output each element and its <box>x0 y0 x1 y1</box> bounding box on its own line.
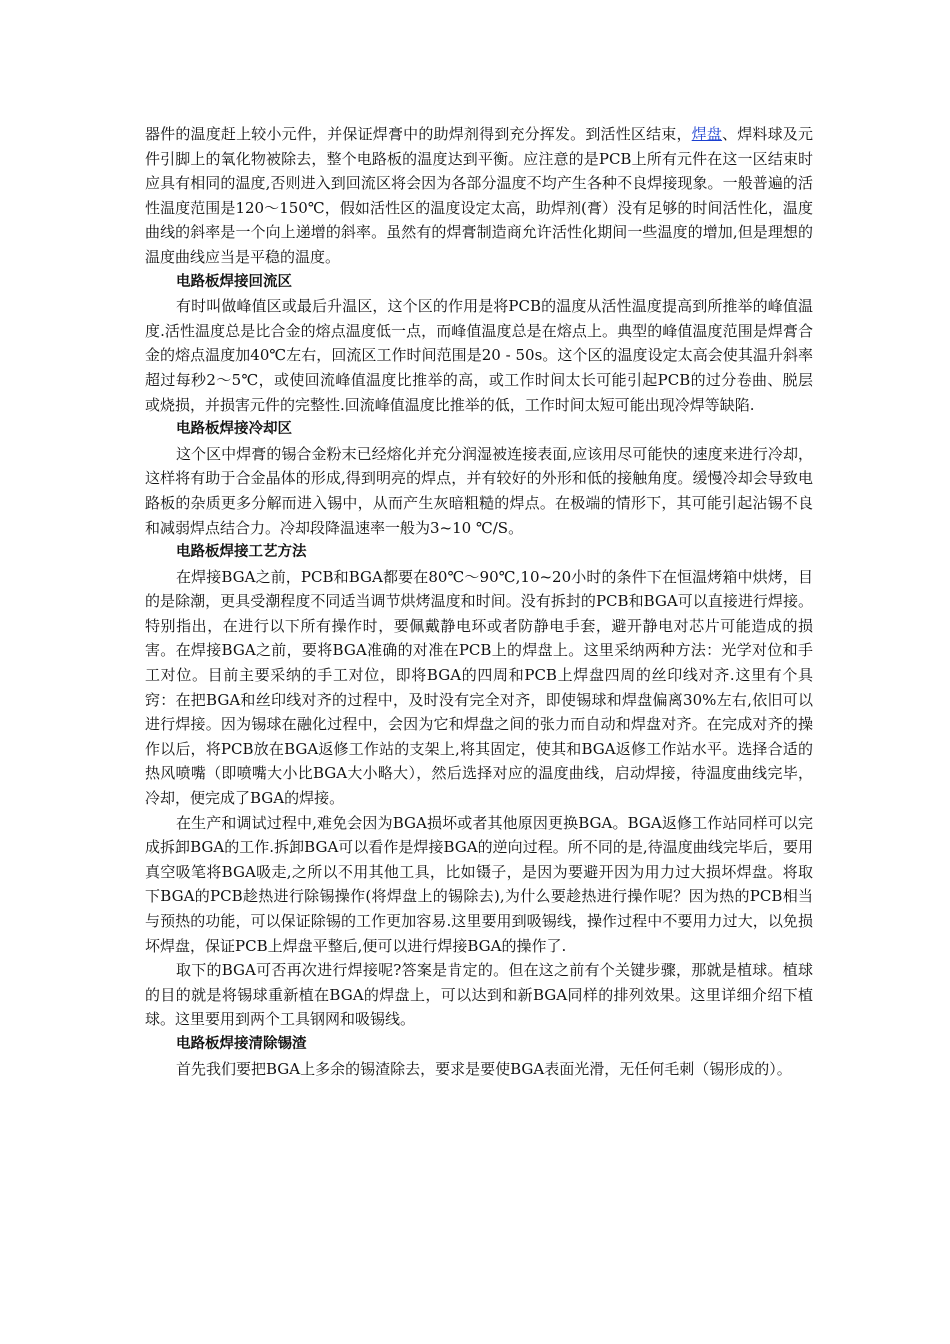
heading-cooling-zone: 电路板焊接冷却区 <box>176 421 292 438</box>
paragraph-bga-removal: 在生产和调试过程中,难免会因为BGA损坏或者其他原因更换BGA。BGA返修工作站同样可以完成拆卸BGA的工作.拆卸BGA可以看作是焊接BGA的逆向过程。所不同的是,待温度曲线完毕后，要用真空吸笔将BGA吸走,之所以不用其他工具，比如镊子，是因为要避开因为用力过大损坏焊盘。将取下BGA的PCB趁热进行除锡操作(将焊盘上的锡除去),为什么要趁热进行操作呢？因为热的PCB相当与预热的功能，可以保证除锡的工作更加容易.这里要用到吸锡线，操作过程中不要用力过大，以免损坏焊盘，保证PCB上焊盘平整后,便可以进行焊接BGA的操作了. <box>145 813 813 955</box>
paragraph-text: 器件的温度赶上较小元件，并保证焊膏中的助焊剂得到充分挥发。到活性区结束， <box>145 125 692 143</box>
solder-pad-link[interactable]: 焊盘 <box>691 125 723 143</box>
paragraph-bga-soldering: 在焊接BGA之前，PCB和BGA都要在80℃～90℃,10~20小时的条件下在恒温烤箱中烘烤，目的是除潮，更具受潮程度不同适当调节烘烤温度和时间。没有拆封的PCB和BGA可以直接进行焊接。特别指出，在进行以下所有操作时，要佩戴静电环或者防静电手套，避开静电对芯片可能造成的损害。在焊接BGA之前，要将BGA准确的对准在PCB上的焊盘上。这里采纳两种方法：光学对位和手工对位。目前主要采纳的手工对位，即将BGA的四周和PCB上焊盘四周的丝印线对齐.这里有个具窍：在把BGA和丝印线对齐的过程中，及时没有完全对齐，即使锡球和焊盘偏离30%左右,依旧可以进行焊接。因为锡球在融化过程中，会因为它和焊盘之间的张力而自动和焊盘对齐。在完成对齐的操作以后，将PCB放在BGA返修工作站的支架上,将其固定，使其和BGA返修工作站水平。选择合适的热风喷嘴（即喷嘴大小比BGA大小略大），然后选择对应的温度曲线，启动焊接，待温度曲线完毕，冷却，便完成了BGA的焊接。 <box>145 567 813 808</box>
heading-reflow-zone: 电路板焊接回流区 <box>176 273 292 290</box>
paragraph-reflow-zone: 有时叫做峰值区或最后升温区，这个区的作用是将PCB的温度从活性温度提高到所推举的峰值温度.活性温度总是比合金的熔点温度低一点，而峰值温度总是在熔点上。典型的峰值温度范围是焊膏合金的熔点温度加40℃左右，回流区工作时间范围是20 - 50s。这个区的温度设定太高会使其温升斜率超过每秒2～5℃，或使回流峰值温度比推举的高，或工作时间太长可能引起PCB的过分卷曲、脱层或烧损，并损害元件的完整性.回流峰值温度比推举的低，工作时间太短可能出现冷焊等缺陷. <box>145 297 813 414</box>
paragraph-activation-zone <box>145 122 813 270</box>
paragraph-cooling-zone: 这个区中焊膏的锡合金粉末已经熔化并充分润湿被连接表面,应该用尽可能快的速度来进行冷却，这样将有助于合金晶体的形成,得到明亮的焊点，并有较好的外形和低的接触角度。缓慢冷却会导致电路板的杂质更多分解而进入锡中，从而产生灰暗粗糙的焊点。在极端的情形下，其可能引起沾锡不良和减弱焊点结合力。冷却段降温速率一般为3~10 ℃/S。 <box>145 444 813 537</box>
paragraph-bga-reballing: 取下的BGA可否再次进行焊接呢?答案是肯定的。但在这之前有个关键步骤，那就是植球。植球的目的就是将锡球重新植在BGA的焊盘上，可以达到和新BGA同样的排列效果。这里详细介绍下植球。这里要用到两个工具钢网和吸锡线。 <box>145 961 813 1029</box>
document-body <box>145 122 813 1081</box>
paragraph-dross-removal: 首先我们要把BGA上多余的锡渣除去，要求是要使BGA表面光滑，无任何毛刺（锡形成的）。 <box>176 1059 792 1078</box>
heading-process-method: 电路板焊接工艺方法 <box>176 544 307 561</box>
paragraph-text: 、焊料球及元件引脚上的氧化物被除去，整个电路板的温度达到平衡。应注意的是PCB上所有元件在这一区结束时应具有相同的温度,否则进入到回流区将会因为各部分温度不均产生各种不良焊接现象。一般普遍的活性温度范围是120～150℃，假如活性区的温度设定太高，助焊剂(膏）没有足够的时间活性化，温度曲线的斜率是一个向上递增的斜率。虽然有的焊膏制造商允许活性化期间一些温度的增加,但是理想的温度曲线应当是平稳的温度。 <box>145 125 813 266</box>
heading-dross-removal: 电路板焊接清除锡渣 <box>176 1035 307 1052</box>
